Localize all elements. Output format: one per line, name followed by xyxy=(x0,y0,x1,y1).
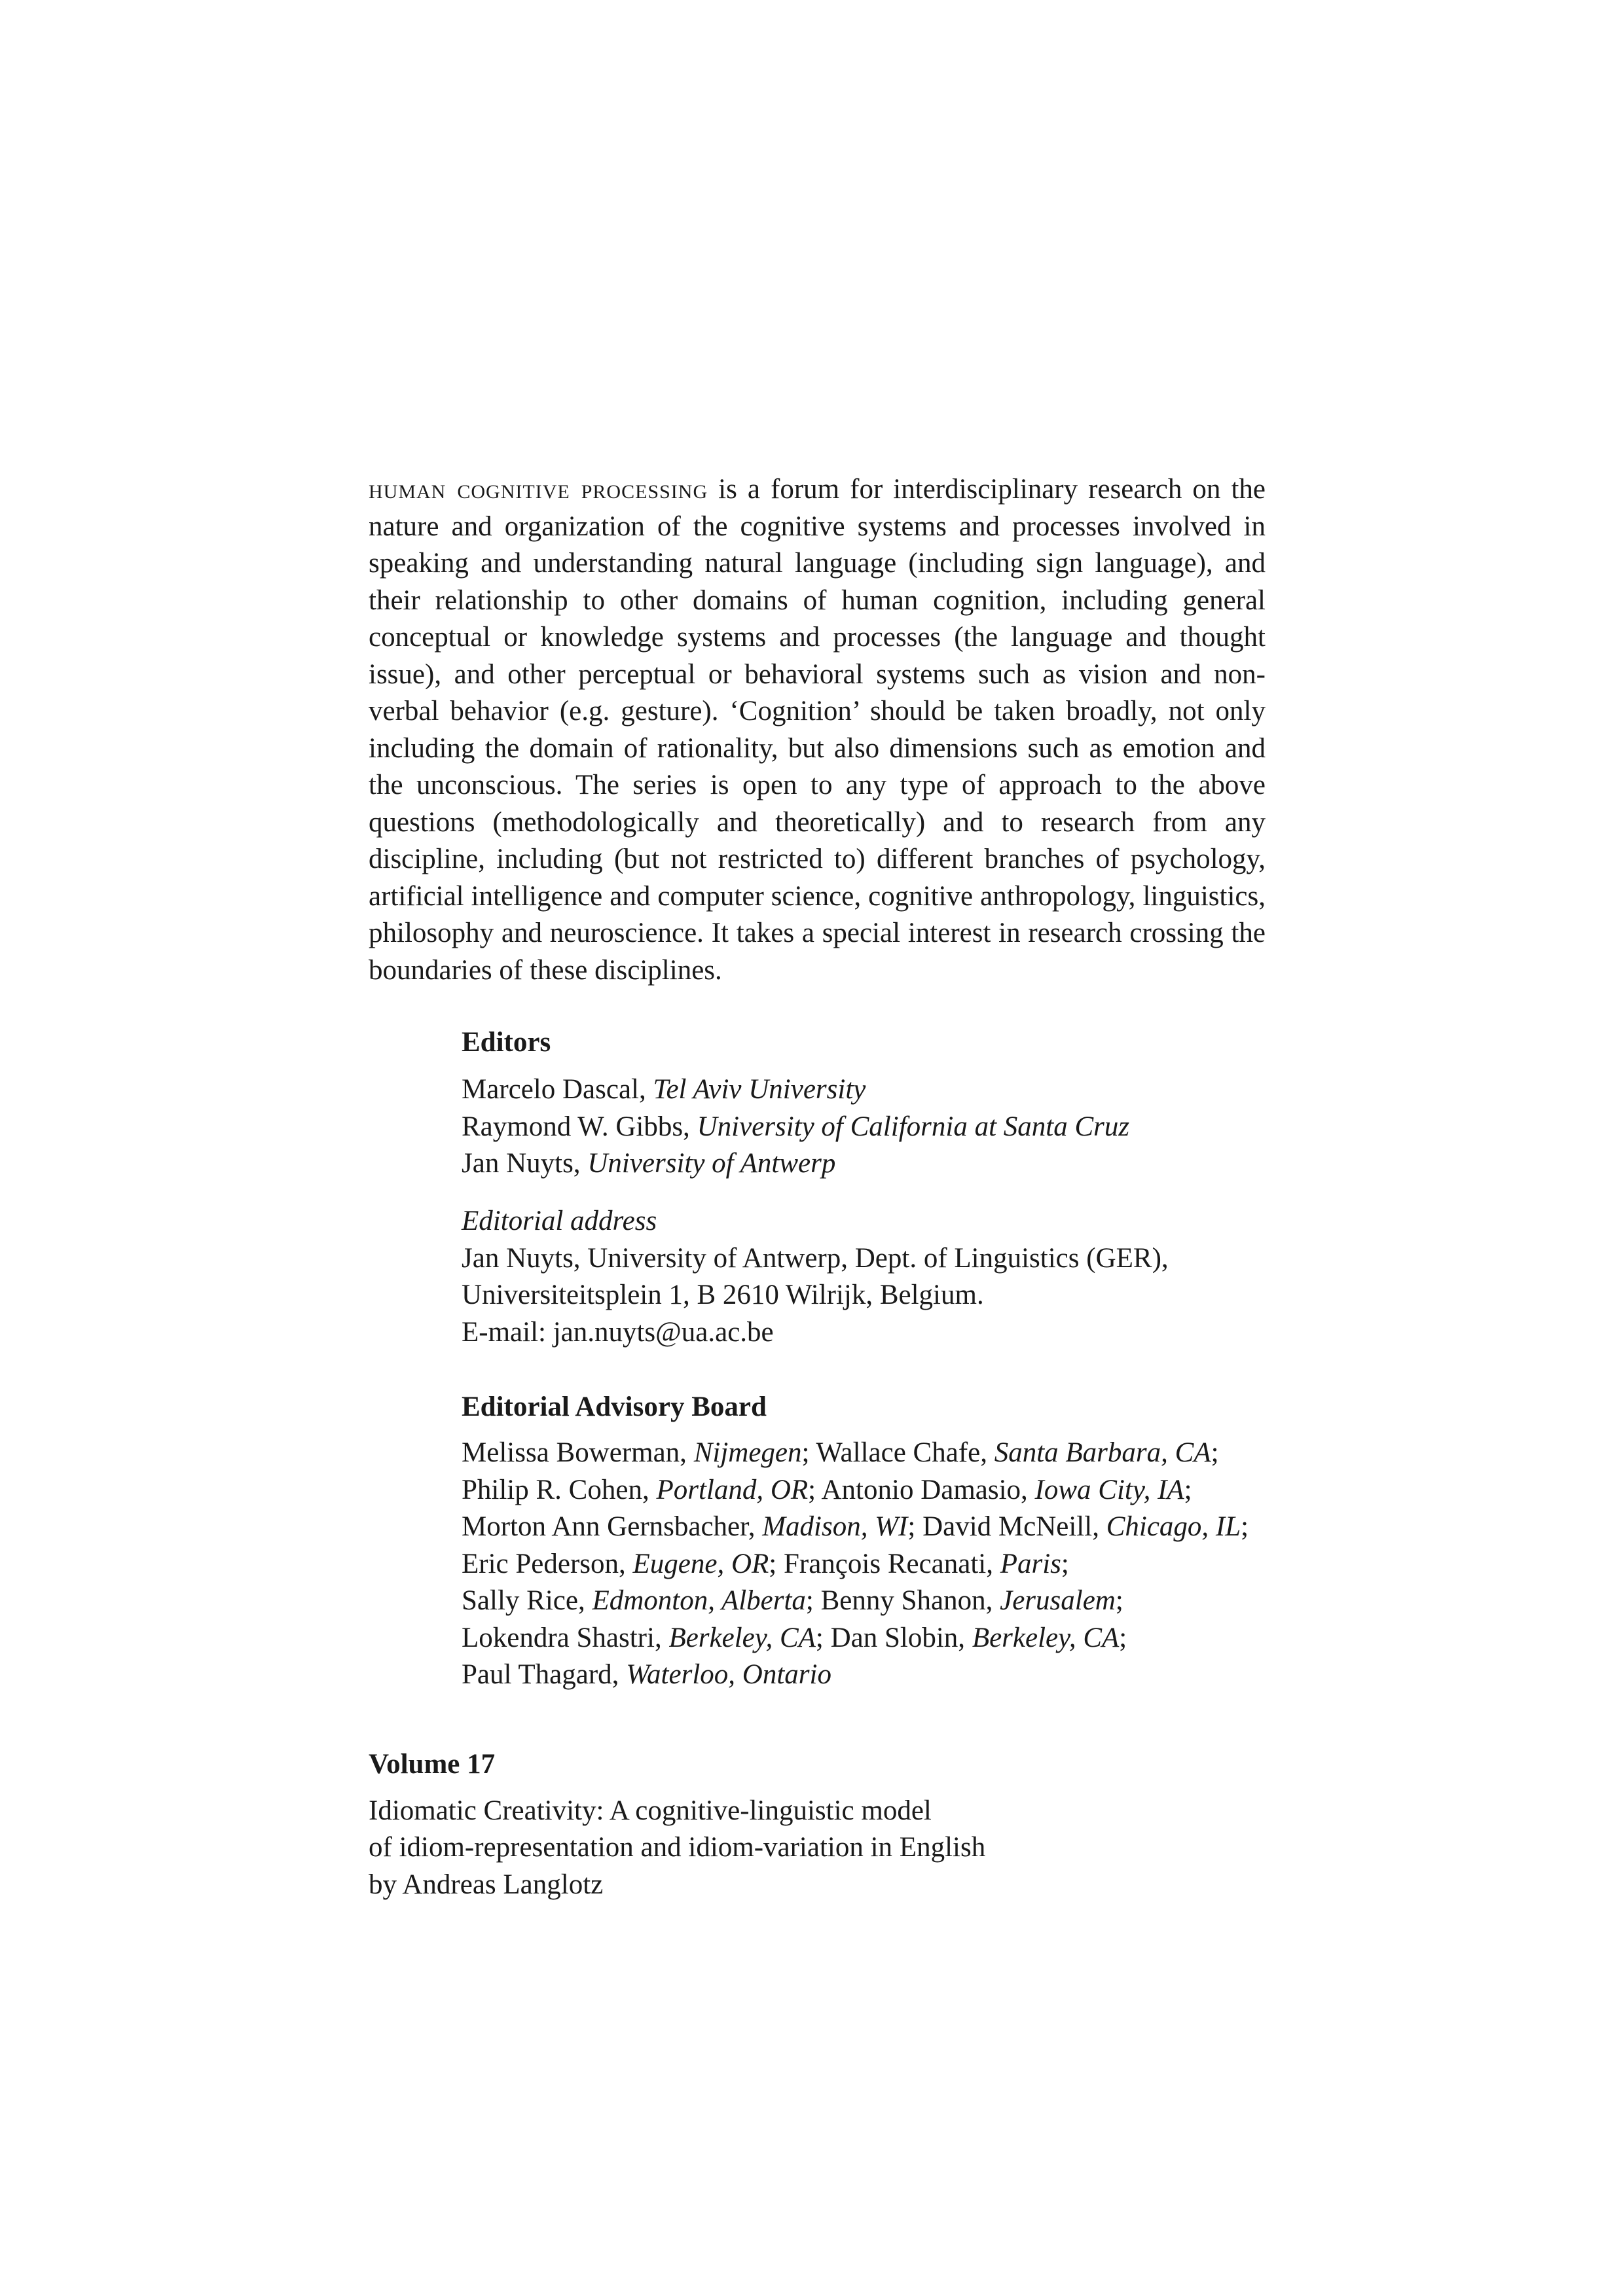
board-member-location: Berkeley, CA xyxy=(972,1622,1120,1653)
advisory-board-line xyxy=(462,1509,1280,1546)
board-member-location: Waterloo, Ontario xyxy=(626,1659,831,1690)
board-member-name: Melissa Bowerman, xyxy=(462,1437,694,1468)
advisory-board-line xyxy=(462,1657,1280,1694)
board-member-location: Paris xyxy=(1000,1548,1061,1579)
board-member-name: ; Benny Shanon, xyxy=(805,1585,1000,1616)
board-member-location: Nijmegen xyxy=(693,1437,802,1468)
board-member-location: Chicago, IL xyxy=(1106,1511,1241,1542)
volume-author-line: by Andreas Langlotz xyxy=(369,1869,604,1900)
editorial-address-section xyxy=(462,1203,1280,1351)
volume-heading: Volume 17 xyxy=(369,1749,496,1780)
series-description-text: is a forum for interdisciplinary research on the nature and organization of the cognitive systems and processes involved in speaking and understanding natural language (including sign language), and their relationship to other domains of human cognition, including general conceptual or knowledge systems and processes (the language and thought issue), and other perceptual or behavioral systems such as vision and non-verbal behavior (e.g. gesture). ‘Cognition’ should be taken broadly, not only including the domain of rationality, but also dimensions such as emotion and the unconscious. The series is open to any type of approach to the above questions (methodologically and theoretically) and to research from any discipline, including (but not restricted to) different branches of psychology, artificial intelligence and computer science, cognitive anthropology, linguistics, philosophy and neuroscience. It takes a special interest in research crossing the boundaries of these disciplines. xyxy=(369,474,1266,986)
advisory-board-line xyxy=(462,1435,1280,1472)
volume-title-line: Idiomatic Creativity: A cognitive-linguistic model xyxy=(369,1795,932,1826)
advisory-board-line xyxy=(462,1546,1280,1583)
editor-affiliation: Tel Aviv University xyxy=(653,1074,866,1105)
board-member-name: ; xyxy=(1211,1437,1219,1468)
board-member-name: Sally Rice, xyxy=(462,1585,593,1616)
advisory-board-line xyxy=(462,1583,1280,1620)
board-member-name: Lokendra Shastri, xyxy=(462,1622,669,1653)
advisory-board-heading: Editorial Advisory Board xyxy=(462,1391,767,1422)
board-member-name: Paul Thagard, xyxy=(462,1659,627,1690)
board-member-name: ; Antonio Damasio, xyxy=(808,1474,1035,1505)
editor-entry xyxy=(462,1071,1280,1109)
editor-entry xyxy=(462,1145,1280,1183)
board-member-location: Berkeley, CA xyxy=(668,1622,816,1653)
editor-name: Raymond W. Gibbs, xyxy=(462,1111,697,1142)
board-member-location: Edmonton, Alberta xyxy=(592,1585,806,1616)
board-member-location: Eugene, OR xyxy=(632,1548,769,1579)
board-member-name: ; xyxy=(1241,1511,1249,1542)
board-member-name: Eric Pederson, xyxy=(462,1548,633,1579)
board-member-name: ; xyxy=(1184,1474,1192,1505)
editor-entry xyxy=(462,1109,1280,1146)
editor-affiliation: University of California at Santa Cruz xyxy=(697,1111,1130,1142)
editor-affiliation: University of Antwerp xyxy=(587,1148,836,1179)
board-member-location: Iowa City, IA xyxy=(1034,1474,1184,1505)
board-member-name: ; François Recanati, xyxy=(769,1548,1000,1579)
series-name: human cognitive processing xyxy=(369,474,708,505)
board-member-name: Morton Ann Gernsbacher, xyxy=(462,1511,763,1542)
board-member-name: ; David McNeill, xyxy=(907,1511,1106,1542)
editorial-address-heading: Editorial address xyxy=(462,1206,657,1236)
editors-section xyxy=(462,1024,1280,1062)
volume-section xyxy=(369,1746,1285,1903)
editors-heading: Editors xyxy=(462,1027,551,1058)
board-member-name: Philip R. Cohen, xyxy=(462,1474,657,1505)
editors-list xyxy=(462,1071,1280,1183)
board-member-name: ; Wallace Chafe, xyxy=(801,1437,994,1468)
series-description xyxy=(369,471,1266,989)
address-line: Jan Nuyts, University of Antwerp, Dept. of Linguistics (GER), xyxy=(462,1242,1169,1274)
board-member-location: Portland, OR xyxy=(656,1474,809,1505)
board-member-location: Jerusalem xyxy=(1000,1585,1116,1616)
address-line: Universiteitsplein 1, B 2610 Wilrijk, Belgium. xyxy=(462,1280,984,1310)
board-member-name: ; Dan Slobin, xyxy=(815,1622,972,1653)
board-member-name: ; xyxy=(1115,1585,1123,1616)
advisory-board-list xyxy=(462,1435,1280,1694)
advisory-board-section xyxy=(462,1389,1280,1426)
board-member-name: ; xyxy=(1119,1622,1127,1653)
email-line: E-mail: jan.nuyts@ua.ac.be xyxy=(462,1316,774,1348)
advisory-board-line xyxy=(462,1620,1280,1657)
volume-title-line: of idiom-representation and idiom-variation in English xyxy=(369,1832,986,1863)
editor-name: Marcelo Dascal, xyxy=(462,1074,653,1105)
board-member-name: ; xyxy=(1061,1548,1069,1579)
board-member-location: Madison, WI xyxy=(762,1511,908,1542)
advisory-board-line xyxy=(462,1472,1280,1509)
editor-name: Jan Nuyts, xyxy=(462,1148,588,1179)
board-member-location: Santa Barbara, CA xyxy=(994,1437,1211,1468)
